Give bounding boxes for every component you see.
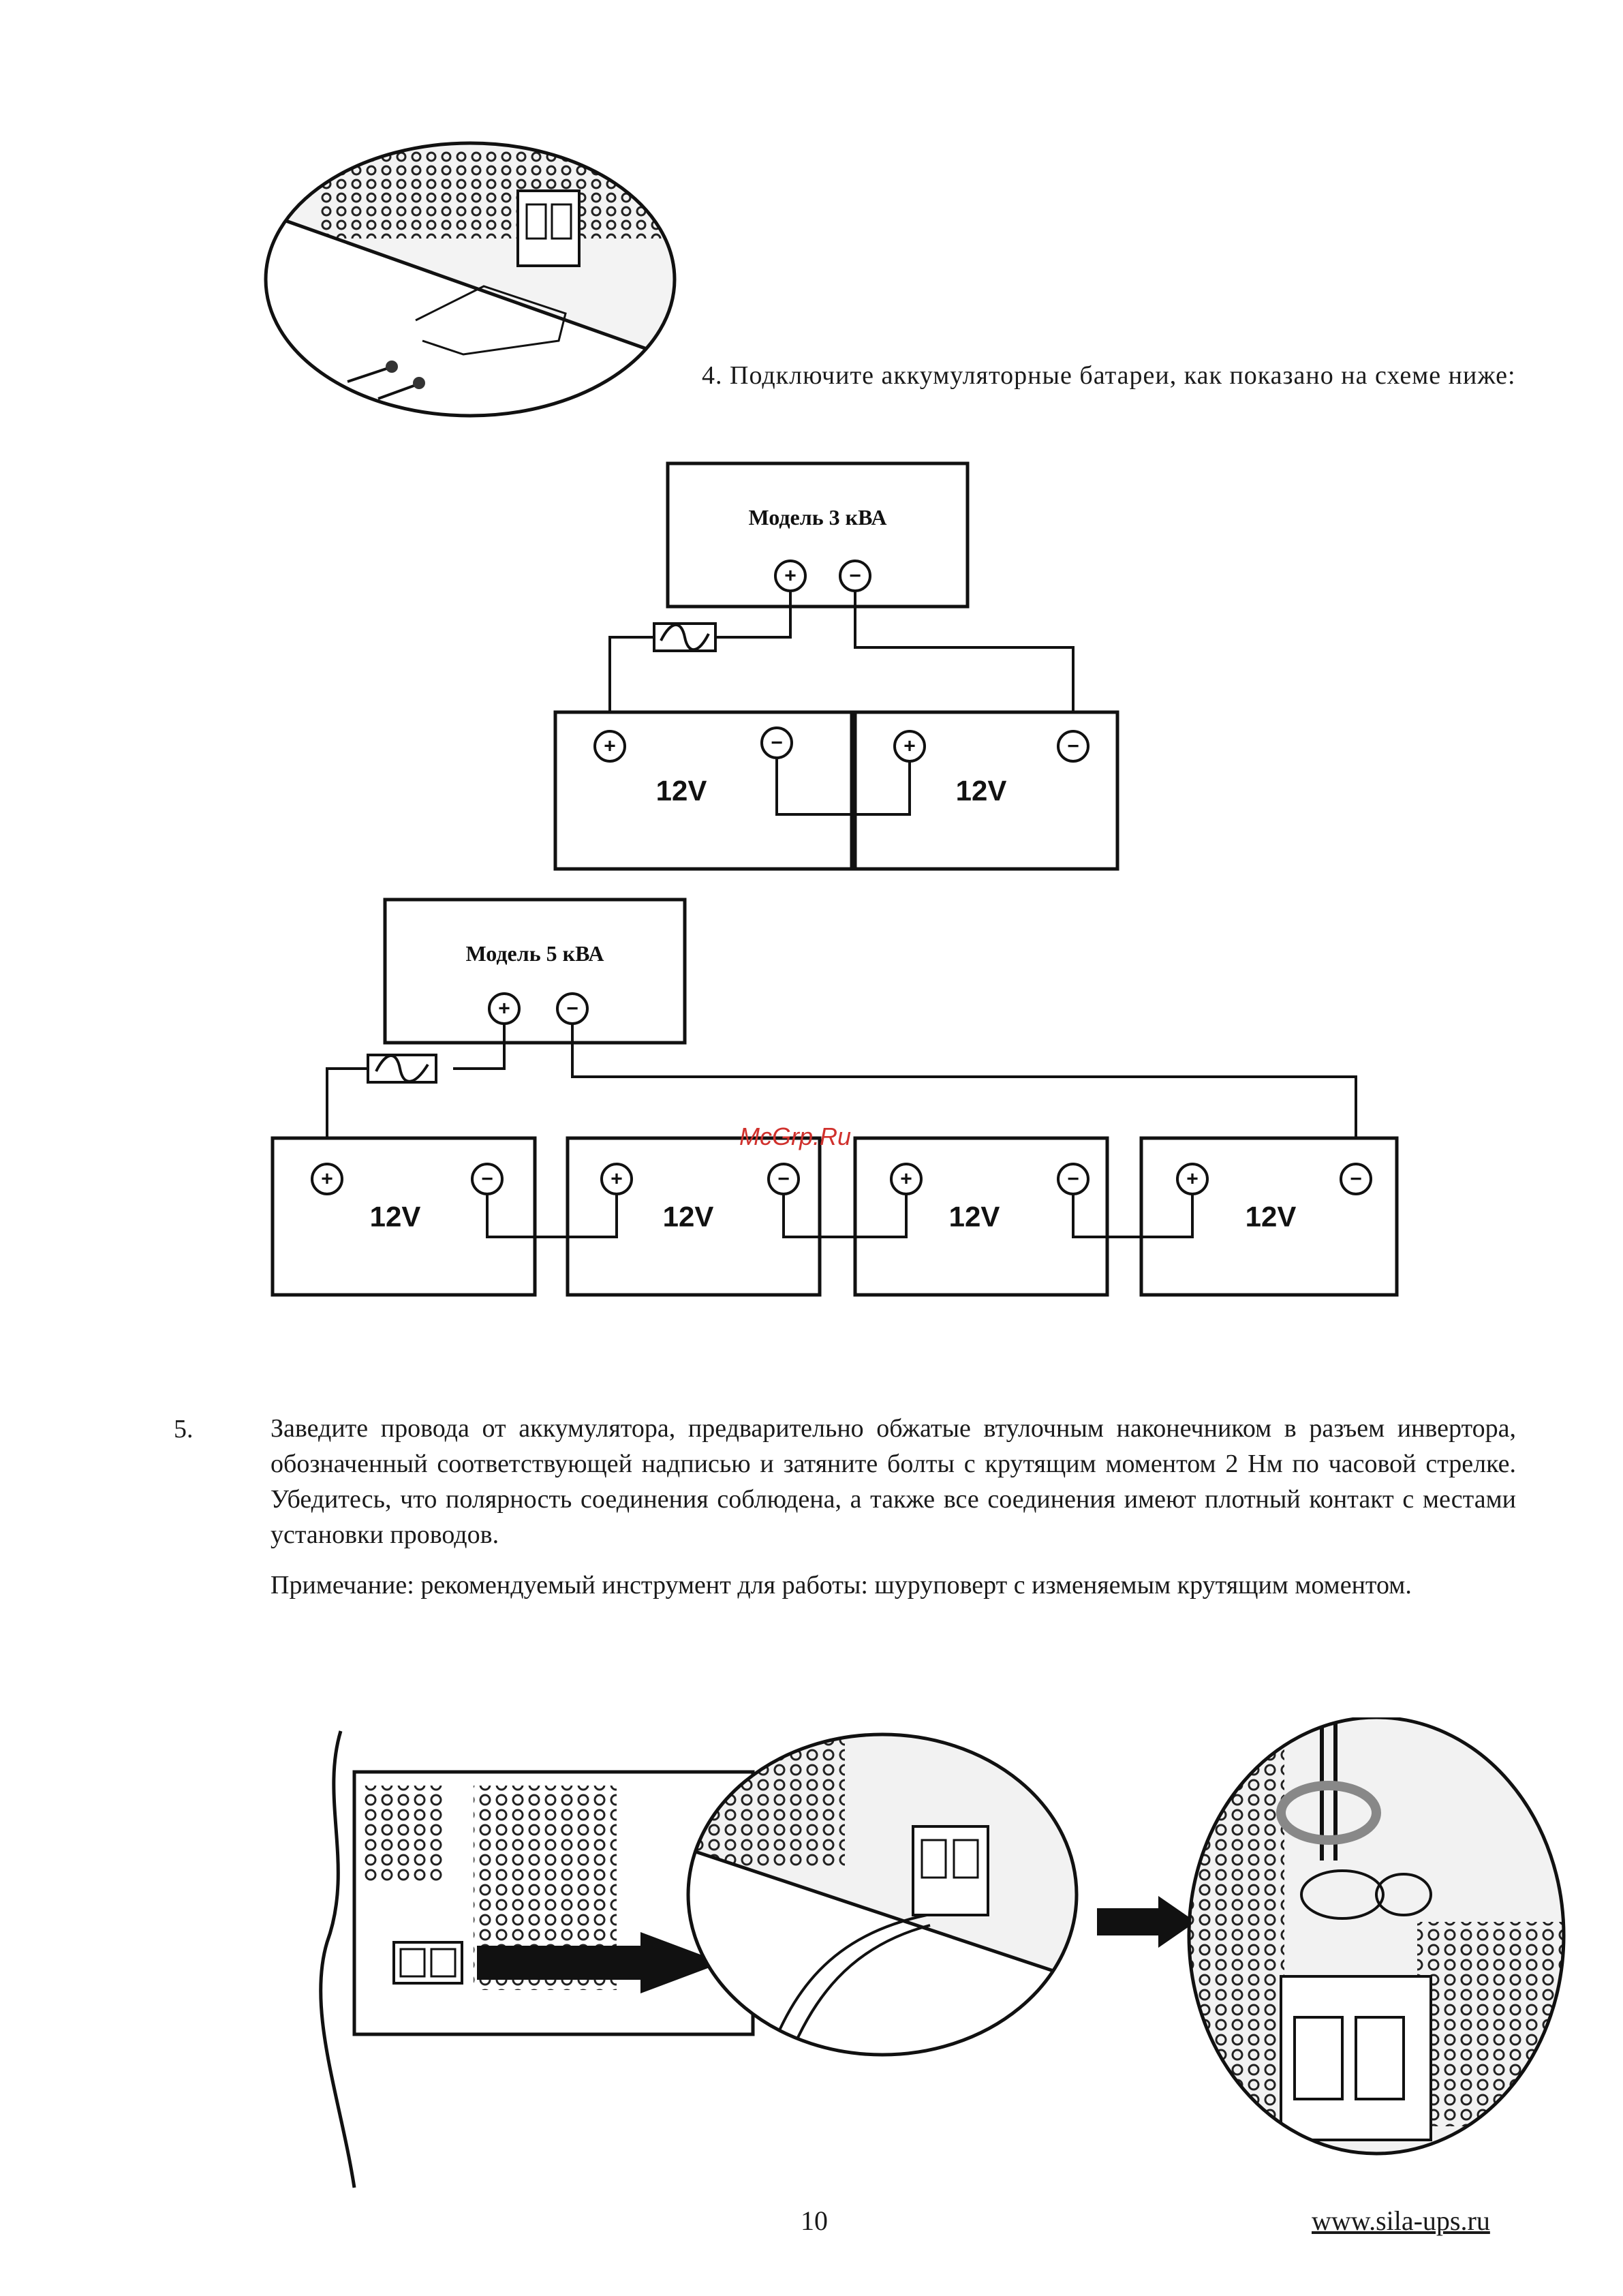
inverter-5kva-box (385, 900, 685, 1043)
battery-voltage-label: 12V (655, 774, 707, 807)
site-link[interactable]: www.sila-ups.ru (1312, 2205, 1490, 2236)
svg-text:12V: 12V (662, 1200, 714, 1233)
step5-number: 5. (174, 1415, 194, 1443)
svg-text:+: + (903, 735, 916, 758)
svg-text:+: + (610, 1167, 623, 1191)
diagram-3kva (545, 457, 1131, 879)
svg-text:+: + (784, 564, 797, 587)
svg-text:−: − (1350, 1167, 1362, 1191)
svg-text:+: + (900, 1167, 912, 1191)
svg-text:12V: 12V (1245, 1200, 1297, 1233)
svg-text:12V: 12V (369, 1200, 421, 1233)
step4-text: 4. Подключите аккумуляторные батареи, как показано на схеме ниже: (702, 361, 1516, 390)
svg-text:−: − (1067, 1167, 1079, 1191)
wiring-illustrations (313, 1717, 1581, 2194)
watermark: McGrp.Ru (739, 1122, 852, 1150)
svg-text:−: − (777, 1167, 790, 1191)
page-number: 10 (801, 2205, 828, 2236)
svg-text:−: − (566, 997, 578, 1020)
svg-text:−: − (771, 731, 783, 754)
inverter-3kva-box (668, 463, 968, 607)
model-3kva-label: Модель 3 кВА (748, 505, 887, 530)
step5-text: Заведите провода от аккумулятора, предварительно обжатые втулочным наконечником в разъем инвертора, обозначенный соответствующей надписью и затяните болты с крутящим моментом 2 Нм по часовой стрелке. Убедитесь, что полярность соединения соблюдена, а также все соединения имеют плотный контакт с местами установки проводов. (270, 1414, 1516, 1549)
battery-voltage-label: 12V (955, 774, 1007, 807)
svg-text:−: − (849, 564, 861, 587)
svg-text:+: + (321, 1167, 333, 1191)
bracket-illustration (259, 136, 681, 423)
svg-text:+: + (1186, 1167, 1199, 1191)
svg-text:+: + (498, 997, 510, 1020)
step5-note: Примечание: рекомендуемый инструмент для работы: шуруповерт с изменяемым крутящим моментом. (270, 1571, 1412, 1599)
arrow-right-icon (1097, 1896, 1196, 1948)
svg-text:−: − (1067, 735, 1079, 758)
svg-text:+: + (604, 735, 616, 758)
model-5kva-label: Модель 5 кВА (465, 941, 604, 966)
diagram-5kva (266, 893, 1410, 1302)
svg-text:−: − (481, 1167, 493, 1191)
svg-text:12V: 12V (948, 1200, 1000, 1233)
